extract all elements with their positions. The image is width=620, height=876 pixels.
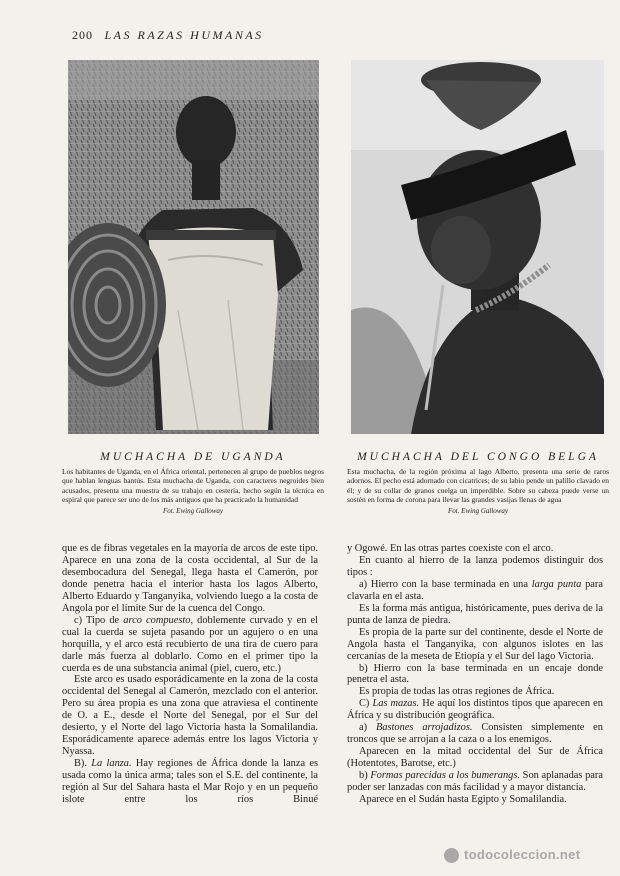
caption-congo bbox=[347, 450, 609, 515]
paragraph: C) Las mazas. He aquí los distintos tipos que aparecen en África y su distribución geográfica. bbox=[347, 698, 603, 722]
caption-title: MUCHACHA DE UGANDA bbox=[100, 451, 286, 463]
paragraph: c) Tipo de arco compuesto, doblemente curvado y en el cual la cuerda se sujeta pasando por un agujero o en una horquilla, y el arco está recubierto de una tira de cuero para darle más fuerza al doblarlo. Como en el primer tipo la cuerda es de una substancia animal (piel, cuero, etc.) bbox=[62, 614, 318, 674]
body-column-left bbox=[62, 543, 318, 806]
page-header bbox=[72, 28, 264, 43]
running-title: LAS RAZAS HUMANAS bbox=[104, 28, 264, 42]
photo-credit: Fot. Ewing Galloway bbox=[162, 506, 224, 515]
caption-text: Esta muchacha, de la región próxima al lago Alberto, presenta una serie de raros adornos. El pecho está adornado con cicatrices; de su labio pende un palillo clavado en él; y de su collar de granos cuelga un imperdible. Sobre su cabeza puede verse un sostén en forma de corona para llevar las grandes vasijas llenas de agua bbox=[347, 467, 609, 505]
photo-credit: Fot. Ewing Galloway bbox=[447, 506, 509, 515]
watermark bbox=[444, 845, 614, 867]
paragraph: a) Hierro con la base terminada en una larga punta para clavarla en el asta. bbox=[347, 578, 603, 602]
paragraph: b) Hierro con la base terminada en un encaje donde penetra el asta. bbox=[347, 662, 603, 686]
paragraph: Es propia de todas las otras regiones de África. bbox=[359, 686, 555, 698]
page-number: 200 bbox=[72, 28, 93, 42]
paragraph: b) Formas parecidas a los bumerangs. Son aplanadas para poder ser lanzadas con más facilidad y a mayor distancia. bbox=[347, 770, 603, 794]
body-column-right bbox=[347, 543, 603, 806]
paragraph: a) Bastones arrojadizos. Consisten simplemente en troncos que se arrojan a la caza o a los enemigos. bbox=[347, 722, 603, 746]
watermark-logo-icon bbox=[444, 848, 459, 863]
paragraph: y Ogowé. En las otras partes coexiste con el arco. bbox=[347, 543, 554, 554]
paragraph: Aparecen en la mitad occidental del Sur de África (Hotentotes, Barotse, etc.) bbox=[347, 746, 603, 770]
paragraph: En cuanto al hierro de la lanza podemos distinguir dos tipos : bbox=[347, 554, 603, 578]
caption-title: MUCHACHA DEL CONGO BELGA bbox=[357, 451, 599, 463]
paragraph: B). La lanza. Hay regiones de África donde la lanza es usada como la única arma; tales son el S.E. del continente, la región al Sur del Sahara hasta el Mar Rojo y en un pequeño islote entre los ríos Binué bbox=[62, 758, 318, 806]
paragraph: Es la forma más antigua, históricamente, pues deriva de la punta de lanza de piedra. bbox=[347, 602, 603, 626]
paragraph: que es de fibras vegetales en la mayoría de arcos de este tipo. Aparece en una zona de la costa occidental, al Sur de la desembocadura del Senegal, llega hasta el Camerón, por donde penetra hacia el interior hasta los lagos Alberto, Alberto Eduardo y Tanganyika, volviendo luego a la costa de Angola por el límite Sur de la cuenca del Congo. bbox=[62, 543, 318, 614]
paragraph: Es propia de la parte sur del continente, desde el Norte de Angola hasta el Tanganyika, con algunos islotes en las cercanías de la meseta de Etiopía y el Sur del lago Victoria. bbox=[347, 626, 603, 662]
paragraph: Aparece en el Sudán hasta Egipto y Somalilandia. bbox=[359, 794, 567, 806]
photo-uganda-girl bbox=[68, 60, 319, 434]
caption-text: Los habitantes de Uganda, en el África oriental, pertenecen al grupo de pueblos negros que hablan lenguas bantús. Esta muchacha de Uganda, con caracteres negroides bien acusados, presenta una muestra de su trabajo en cestería, hecho según la técnica en espiral que parece ser uno de los más antiguos que ha practicado la humanidad bbox=[62, 467, 324, 505]
photo-congo-girl bbox=[351, 60, 604, 434]
paragraph: Este arco es usado esporádicamente en la zona de la costa occidental del Senegal al Camerón, mezclado con el anterior. Pero su área propia es una zona que atraviesa el continente de O. a E., desde el Norte del Senegal, por el Sur del desierto, y el Norte del lago Victoria hasta la Somalilandia. Esporádicamente aparece además entre los lagos Victoria y Nyassa. bbox=[62, 674, 318, 758]
caption-uganda bbox=[62, 450, 324, 515]
watermark-text: todocoleccion.net bbox=[464, 847, 581, 862]
